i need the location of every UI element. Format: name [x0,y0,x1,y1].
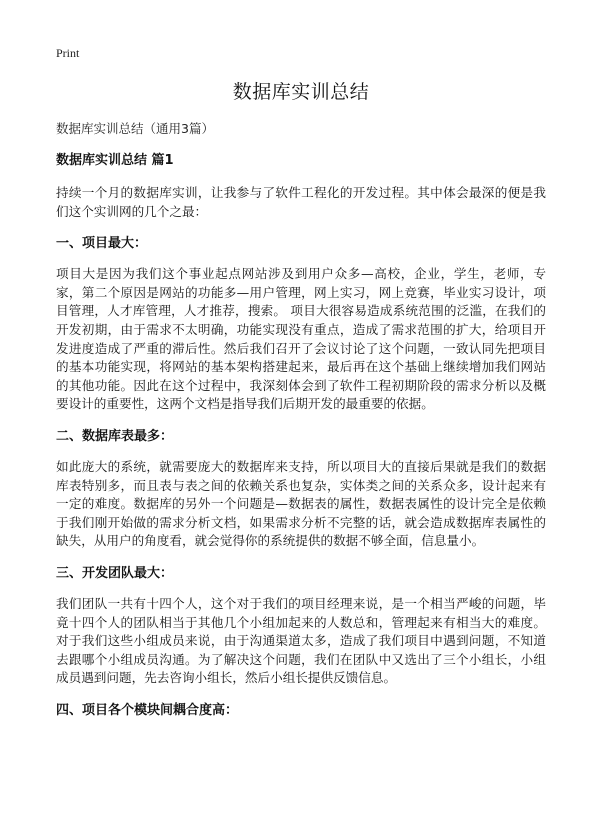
page-title: 数据库实训总结 [232,81,370,103]
section-heading-3: 三、开发团队最大： [56,565,174,581]
section-paragraph-1: 项目大是因为我们这个事业起点网站涉及到用户众多—高校，企业，学生，老师，专家，第二个原因是网站的功能多—用户管理，网上实习，网上竞赛，毕业实习设计，项目管理，人才库管理，人才推荐，搜索。 项目大很容易造成系统范围的泛滥，在我们的开发初期，由于需求不太明确，功能实现没有重点，造成了需求范围的扩大，给项目开发进度造成了严重的滞后性。然后我们召开了会议讨论了这个问题，一致认同先把项目的基本功能实现，将网站的基本架构搭建起来，最后再在这个基础上继续增加我们网站的其他功能。因此在这个过程中，我深刻体会到了软件工程初期阶段的需求分析以及概要设计的重要性，这两个文档是指导我们后期开发的最重要的依据。 [56,266,546,412]
intro-paragraph: 持续一个月的数据库实训，让我参与了软件工程化的开发过程。其中体会最深的便是我们这个实训网的几个之最： [56,185,546,219]
print-link[interactable]: Print [56,46,80,60]
document-subtitle: 数据库实训总结（通用3篇） [56,121,214,136]
section-heading-2: 二、数据库表最多： [56,428,174,444]
section-heading-1: 一、项目最大： [56,236,148,252]
section-heading-4: 四、项目各个模块间耦合度高： [56,702,239,718]
section-paragraph-3: 我们团队一共有十四个人，这个对于我们的项目经理来说，是一个相当严峻的问题，毕竟十四个人的团队相当于其他几个小组加起来的人数总和，管理起来有相当大的难度。对于我们这些小组成员来说，由于沟通渠道太多，造成了我们项目中遇到问题，不知道去跟哪个小组成员沟通。为了解决这个问题，我们在团队中又选出了三个小组长，小组成员遇到问题，先去咨询小组长，然后小组长提供反馈信息。 [56,595,546,686]
article-heading: 数据库实训总结 篇1 [56,153,174,168]
document [56,78,546,720]
section-paragraph-2: 如此庞大的系统，就需要庞大的数据库来支持，所以项目大的直接后果就是我们的数据库表特别多，而且表与表之间的依赖关系也复杂，实体类之间的关系众多，设计起来有一定的难度。数据库的另外一个问题是—数据表的属性，数据表属性的设计完全是依赖于我们刚开始做的需求分析文档，如果需求分析不完整的话，就会造成数据库表属性的缺失，从用户的角度看，就会觉得你的系统提供的数据不够全面，信息量小。 [56,458,546,549]
